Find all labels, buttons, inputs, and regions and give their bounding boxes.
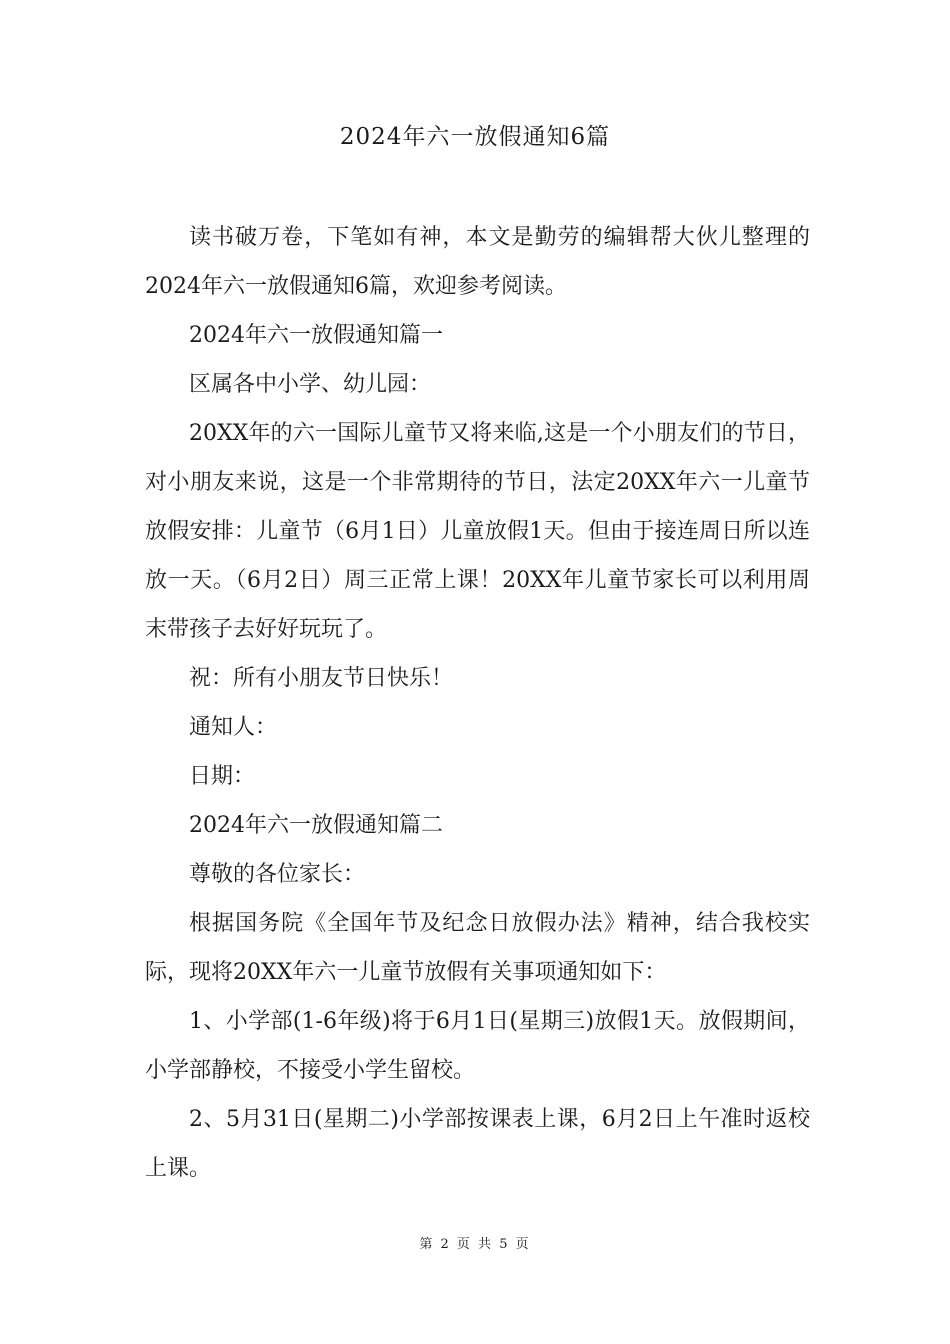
greeting-line: 祝：所有小朋友节日快乐！	[189, 666, 454, 691]
notice-2-item-1: 1、小学部(1-6年级)将于6月1日(星期三)放假1天。放假期间，小学部静校，不接受小学生留校。	[145, 1009, 810, 1083]
notice-1-body: 20XX年的六一国际儿童节又将来临,这是一个小朋友们的节日，对小朋友来说，这是一个非常期待的节日，法定20XX年六一儿童节放假安排：儿童节（6月1日）儿童放假1天。但由于接连周日所以连放一天。（6月2日）周三正常上课！20XX年儿童节家长可以利用周末带孩子去好好玩玩了。	[145, 421, 810, 642]
notice-2-item-2: 2、5月31日(星期二)小学部按课表上课，6月2日上午准时返校上课。	[145, 1107, 810, 1181]
notice-2-intro: 根据国务院《全国年节及纪念日放假办法》精神，结合我校实际，现将20XX年六一儿童节放假有关事项通知如下：	[145, 911, 810, 985]
notifier-line: 通知人：	[189, 715, 278, 740]
document-title: 2024年六一放假通知6篇	[339, 124, 611, 150]
section-heading-1: 2024年六一放假通知篇一	[189, 323, 443, 348]
document-body	[145, 213, 810, 1193]
intro-paragraph: 读书破万卷，下笔如有神，本文是勤劳的编辑帮大伙儿整理的2024年六一放假通知6篇，欢迎参考阅读。	[145, 225, 810, 299]
salutation-2: 尊敬的各位家长：	[189, 862, 366, 887]
section-heading-2: 2024年六一放假通知篇二	[189, 813, 443, 838]
date-line: 日期：	[189, 764, 256, 789]
salutation-1: 区属各中小学、幼儿园：	[189, 372, 432, 397]
page-footer: 第 2 页 共 5 页	[419, 1237, 531, 1252]
